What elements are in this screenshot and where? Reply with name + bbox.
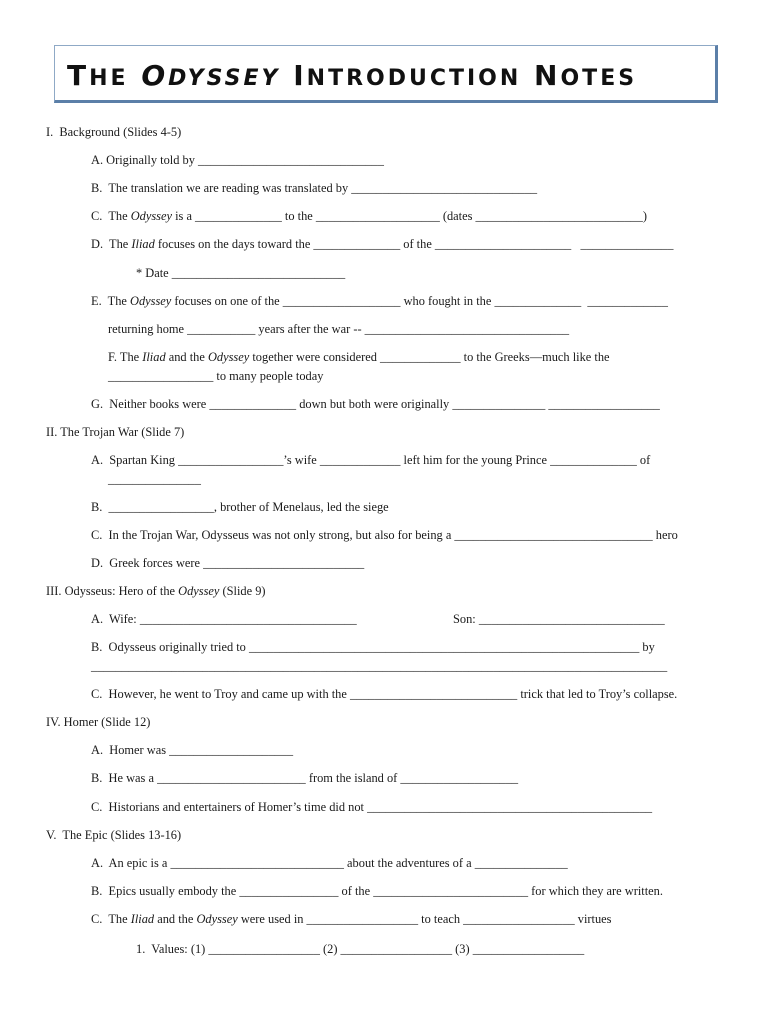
note-line (91, 237, 673, 251)
note-text: C. The (91, 912, 131, 926)
note-text: A. Spartan King _________________’s wife _____________ left him for the young Prince ______________ of (91, 453, 651, 467)
note-text: _________________ to many people today (108, 369, 324, 383)
note-text: V. The Epic (Slides 13-16) (46, 828, 182, 842)
note-line (108, 369, 323, 383)
note-line (91, 640, 655, 654)
note-line (91, 743, 293, 757)
note-line (91, 912, 611, 926)
note-text: A. Originally told by ______________________________ (91, 153, 384, 167)
note-text: together were considered _____________ to the Greeks—much like the (249, 350, 610, 364)
note-line (91, 612, 357, 626)
section-heading (46, 125, 181, 139)
section-heading (46, 715, 150, 729)
title-notes-rest: OTES (560, 66, 638, 91)
note-text: B. Epics usually embody the ________________ of the _________________________ for which they are written. (91, 884, 663, 898)
note-text: C. The (91, 209, 131, 223)
italic-title-text: Odyssey (178, 584, 220, 598)
note-text: II. The Trojan War (Slide 7) (46, 425, 185, 439)
note-text: I. Background (Slides 4-5) (46, 125, 182, 139)
note-text: B. Odysseus originally tried to _______________________________________________________________ by (91, 640, 655, 654)
note-text: _____________________________________________________________________________________________ (91, 659, 668, 673)
note-text: A. Homer was ____________________ (91, 743, 294, 757)
italic-title-text: Iliad (131, 237, 155, 251)
note-text: IV. Homer (Slide 12) (46, 715, 151, 729)
note-line (91, 397, 660, 411)
note-line (91, 528, 678, 542)
title-odyssey-rest: DYSSEY (168, 66, 281, 91)
note-line (91, 856, 568, 870)
note-text: focuses on one of the ___________________ who fought in the ______________ _____________ (171, 294, 668, 308)
note-text: were used in __________________ to teach __________________ virtues (237, 912, 612, 926)
note-text: C. Historians and entertainers of Homer’s time did not ______________________________________________ (91, 800, 653, 814)
title-the-initial: T (67, 59, 90, 92)
section-heading (46, 425, 184, 439)
note-line (108, 322, 569, 336)
note-line (91, 800, 652, 814)
title-the-rest: HE (89, 66, 129, 91)
note-text: E. The (91, 294, 130, 308)
italic-title-text: Iliad (130, 912, 155, 926)
note-text: D. Greek forces were __________________________ (91, 556, 365, 570)
note-line (91, 687, 677, 701)
note-text: C. In the Trojan War, Odysseus was not only strong, but also for being a ________________________________ hero (91, 528, 678, 542)
italic-title-text: Odyssey (207, 350, 250, 364)
note-line (91, 453, 650, 467)
note-text: (Slide 9) (219, 584, 266, 598)
note-text: F. The (108, 350, 143, 364)
note-text: G. Neither books were ______________ down but both were originally _______________ __________________ (91, 397, 660, 411)
note-text: A. Wife: ___________________________________ (91, 612, 357, 626)
note-line (136, 266, 345, 280)
note-text: B. _________________, brother of Menelaus, led the siege (91, 500, 389, 514)
note-line (91, 771, 518, 785)
note-line (91, 500, 389, 514)
note-text: B. The translation we are reading was translated by ______________________________ (91, 181, 538, 195)
page-title (67, 59, 715, 92)
note-text: III. Odysseus: Hero of the (46, 584, 179, 598)
title-box (54, 45, 718, 103)
note-line (136, 942, 584, 956)
note-text: B. He was a ________________________ from the island of ___________________ (91, 771, 519, 785)
note-text: * Date ____________________________ (136, 266, 346, 280)
note-line (108, 350, 610, 364)
note-line (91, 181, 537, 195)
title-intro-rest: NTRODUCTION (306, 66, 522, 91)
note-line (91, 659, 667, 673)
italic-title-text: Odyssey (196, 912, 238, 926)
note-text: D. The (91, 237, 132, 251)
note-line (91, 294, 668, 308)
title-intro-initial: I (293, 59, 307, 92)
note-line (91, 884, 663, 898)
note-line (453, 612, 665, 626)
section-heading (46, 828, 181, 842)
note-line (91, 556, 364, 570)
title-notes-initial: N (534, 59, 561, 92)
note-text: and the (165, 350, 208, 364)
note-text: Son: ______________________________ (453, 612, 665, 626)
note-text: 1. Values: (1) __________________ (2) __________________ (3) __________________ (136, 942, 585, 956)
section-heading (46, 584, 266, 598)
italic-title-text: Odyssey (130, 209, 172, 223)
note-text: and the (154, 912, 197, 926)
note-line (108, 472, 201, 486)
note-line (91, 153, 384, 167)
title-odyssey-initial: O (141, 59, 169, 92)
note-text: focuses on the days toward the ______________ of the ______________________ _______________ (154, 237, 674, 251)
note-text: C. However, he went to Troy and came up with the ___________________________ trick that led to Troy’s collapse. (91, 687, 678, 701)
note-line (91, 209, 647, 223)
note-text: is a ______________ to the ____________________ (dates ___________________________) (172, 209, 647, 223)
note-text: returning home ___________ years after the war -- _________________________________ (108, 322, 570, 336)
italic-title-text: Odyssey (130, 294, 172, 308)
note-text: _______________ (108, 472, 201, 486)
italic-title-text: Iliad (142, 350, 166, 364)
note-text: A. An epic is a ____________________________ about the adventures of a _______________ (91, 856, 568, 870)
